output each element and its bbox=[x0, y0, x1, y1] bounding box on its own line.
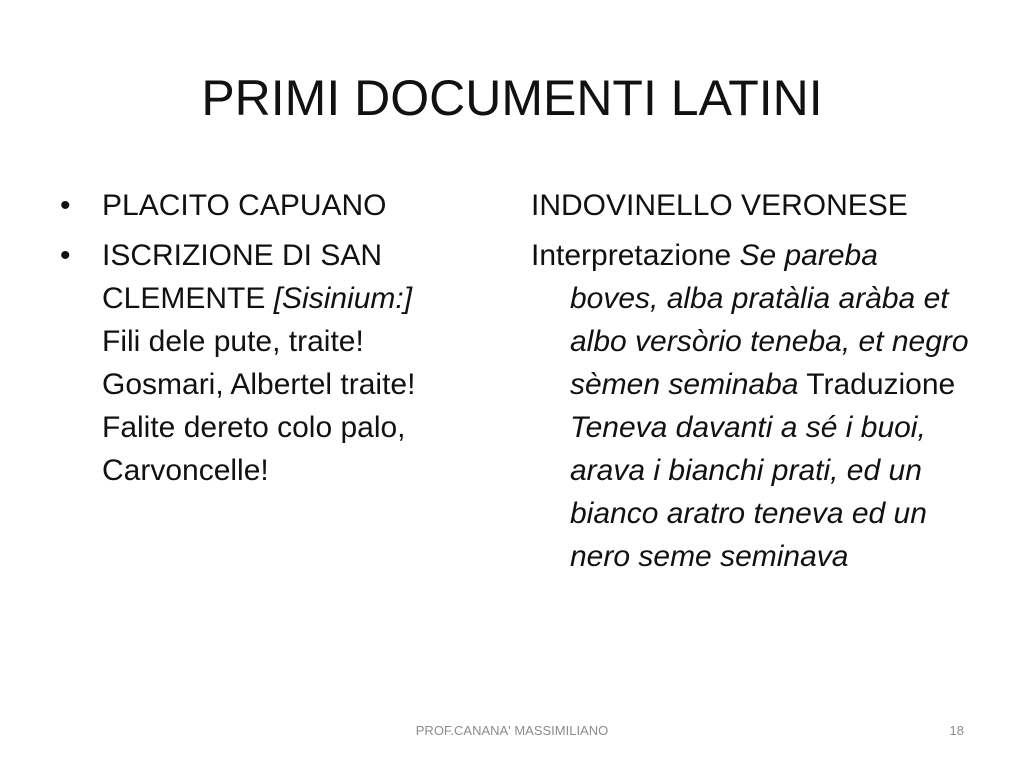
inscription-line: Fili dele pute, traite! bbox=[102, 325, 364, 358]
riddle-heading: INDOVINELLO VERONESE bbox=[531, 189, 908, 222]
footer-page-number: 18 bbox=[949, 723, 964, 738]
inscription-line: Gosmari, Albertel traite! bbox=[102, 368, 416, 401]
right-column bbox=[531, 184, 971, 585]
slide-title: PRIMI DOCUMENTI LATINI bbox=[201, 70, 823, 126]
riddle-paragraph bbox=[531, 234, 971, 578]
bullet-list bbox=[60, 184, 510, 492]
bullet-item-iscrizione bbox=[60, 234, 510, 492]
left-column bbox=[60, 184, 510, 499]
translation-label: Traduzione bbox=[798, 368, 956, 401]
inscription-line: Carvoncelle! bbox=[102, 454, 269, 487]
bullet-item-placito bbox=[60, 184, 510, 227]
bullet-icon: • bbox=[60, 189, 71, 222]
bullet-text-iscrizione: ISCRIZIONE DI SAN CLEMENTE bbox=[102, 239, 383, 315]
inscription-line: Falite dereto colo palo, bbox=[102, 411, 406, 444]
bullet-text-placito: PLACITO CAPUANO bbox=[102, 189, 387, 222]
interpretation-text: Se pareba boves, alba pratàlia aràba et albo versòrio teneba, et negro sèmen seminaba bbox=[570, 239, 969, 401]
translation-text: Teneva davanti a sé i buoi, arava i bianchi prati, ed un bianco aratro teneva ed un nero seme seminava bbox=[570, 411, 927, 573]
bullet-text-sisinium: [Sisinium:] bbox=[273, 282, 413, 315]
bullet-icon: • bbox=[60, 239, 71, 272]
interpretation-label: Interpretazione bbox=[531, 239, 740, 272]
footer-author: PROF.CANANA' MASSIMILIANO bbox=[415, 723, 609, 738]
